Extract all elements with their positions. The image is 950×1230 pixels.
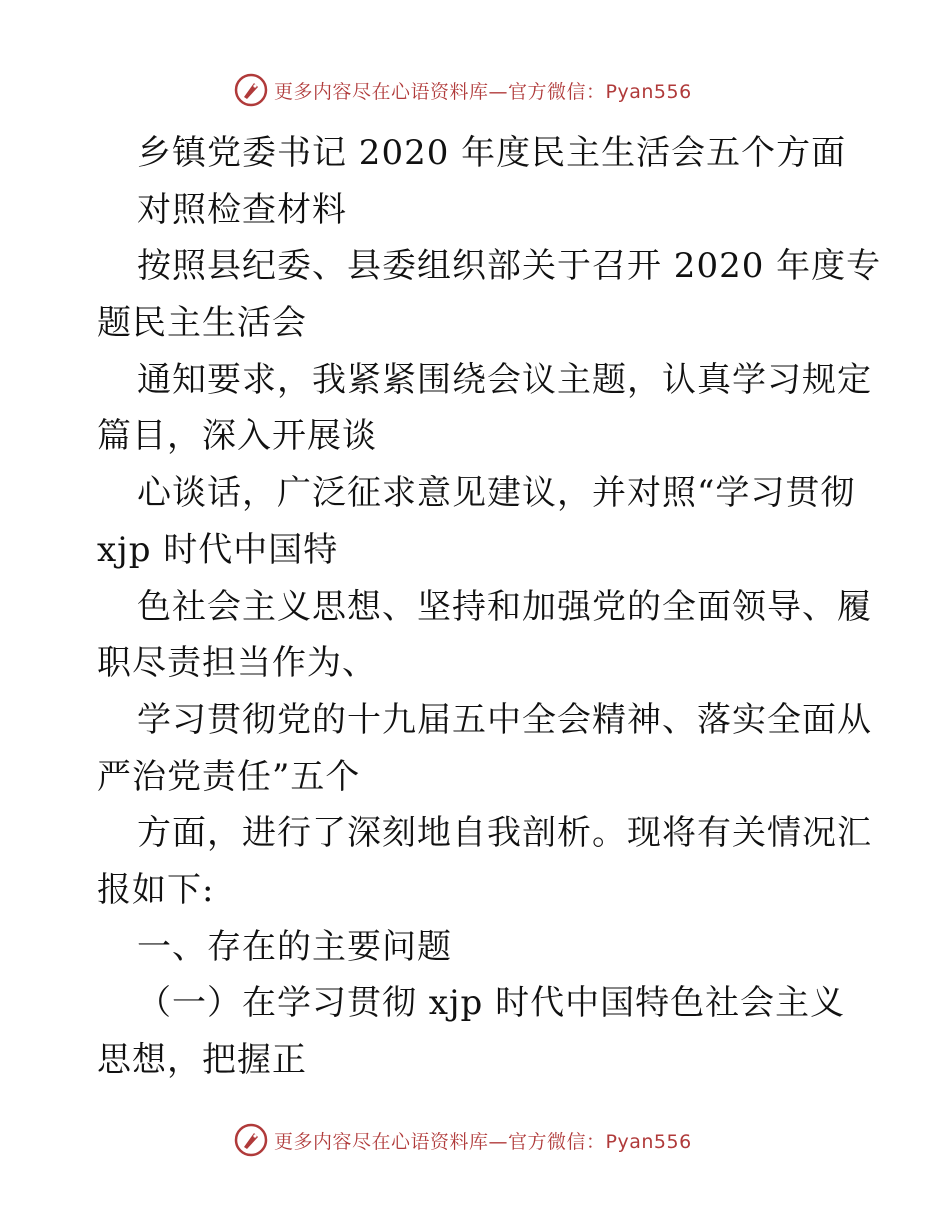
- paragraph-line: 思想，把握正: [97, 1040, 307, 1080]
- paragraph-line: 严治党责任”五个: [97, 756, 361, 797]
- paragraph-line: 按照县纪委、县委组织部关于召开 2020 年度专: [137, 246, 882, 287]
- subsection-heading: （一）在学习贯彻 xjp 时代中国特色社会主义: [137, 983, 846, 1024]
- paragraph-line: 学习贯彻党的十九届五中全会精神、落实全面从: [137, 699, 872, 740]
- footer-watermark-text: 更多内容尽在心语资料库—官方微信：Pyan556: [274, 1130, 692, 1153]
- footer-watermark-banner: [234, 1122, 692, 1158]
- paragraph-line: 方面，进行了深刻地自我剖析。现将有关情况汇: [137, 813, 872, 854]
- paragraph-line: 心谈话，广泛征求意见建议，并对照“学习贯彻: [137, 473, 856, 514]
- paragraph-line: 色社会主义思想、坚持和加强党的全面领导、履: [137, 586, 872, 627]
- pen-nib-logo-icon: [234, 1123, 268, 1157]
- paragraph-line: xjp 时代中国特: [97, 529, 339, 570]
- paragraph-line: 篇目，深入开展谈: [97, 416, 377, 457]
- pen-nib-logo-icon: [234, 73, 268, 107]
- document-title-line-1: 乡镇党委书记 2020 年度民主生活会五个方面: [137, 133, 847, 173]
- paragraph-line: 题民主生活会: [97, 303, 307, 344]
- paragraph-line: 通知要求，我紧紧围绕会议主题，认真学习规定: [137, 359, 872, 400]
- header-watermark-text: 更多内容尽在心语资料库—官方微信：Pyan556: [274, 80, 692, 103]
- document-title-line-2: 对照检查材料: [137, 189, 347, 230]
- paragraph-line: 职尽责担当作为、: [97, 643, 377, 684]
- document-body: [97, 125, 882, 1089]
- paragraph-line: 报如下:: [97, 869, 215, 910]
- header-watermark-banner: [234, 72, 692, 108]
- section-heading: 一、存在的主要问题: [137, 926, 452, 967]
